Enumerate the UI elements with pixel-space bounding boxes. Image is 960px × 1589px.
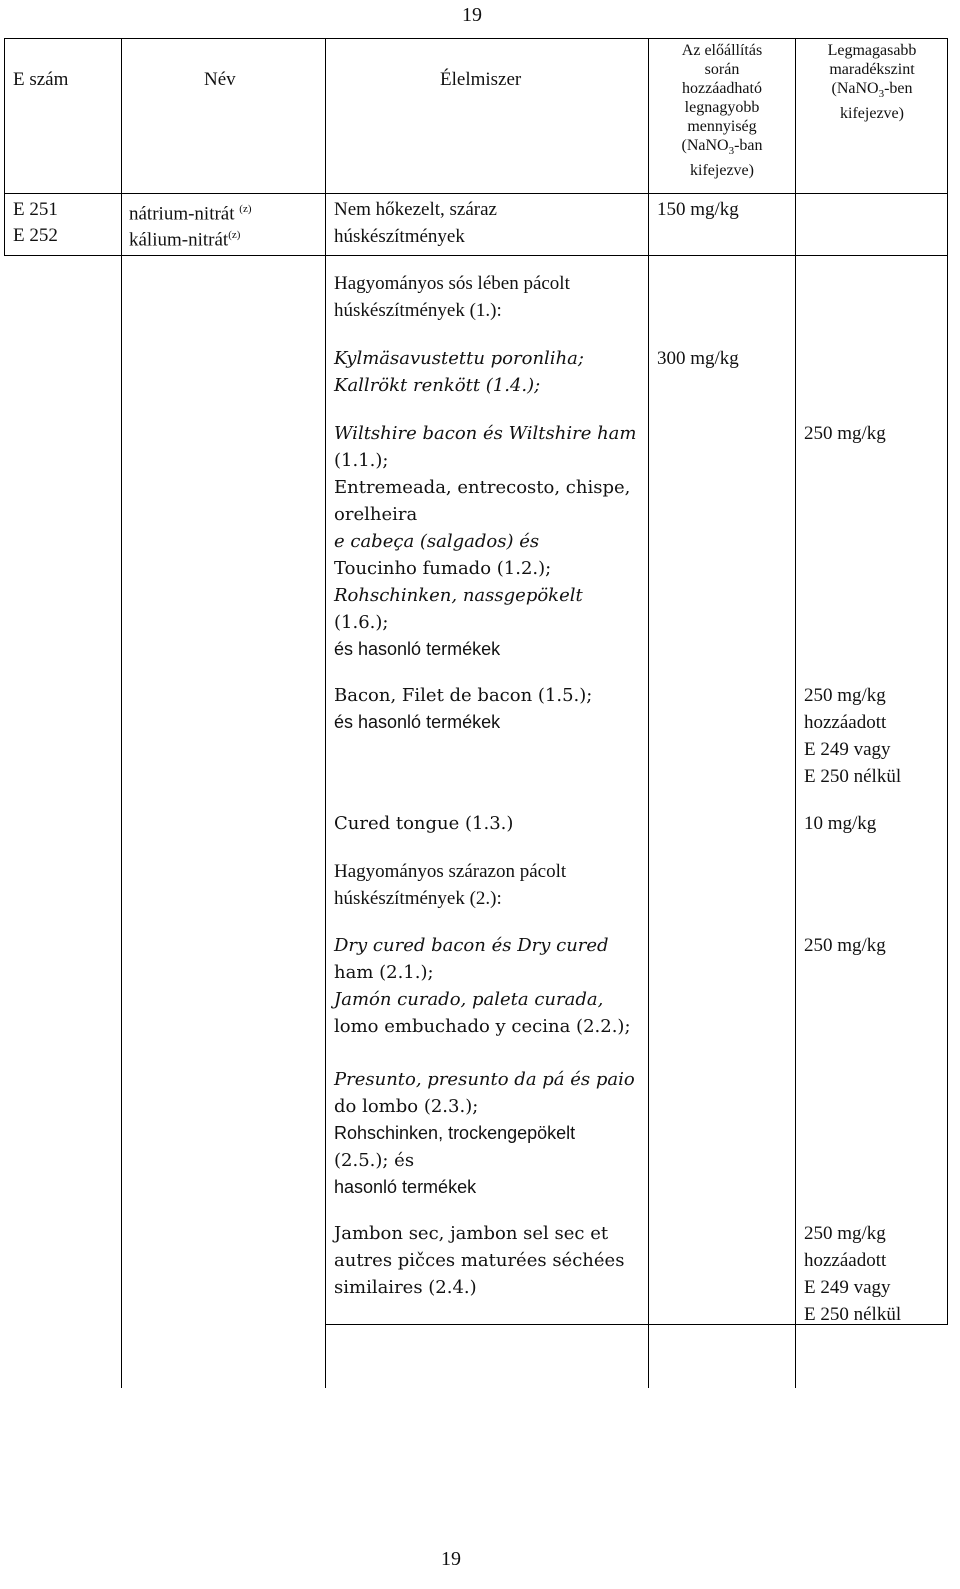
residual-10: 10 mg/kg xyxy=(804,813,877,834)
food-wiltshire: Wiltshire bacon és Wiltshire ham (1.1.); Entremeada, entrecosto, chispe, orelheira e cabeça (salgados) és Toucinho fumado (1.2.); Rohschinken, nassgepökelt (1.6.); és hasonló termékek xyxy=(334,423,637,659)
residual-250-a: 250 mg/kg xyxy=(804,423,886,444)
header-max-added: Az előállítás során hozzáadható legnagyobb mennyiség (NaNO$_3$-ban kifejezve) xyxy=(681,42,763,180)
food-traditional-brine: Hagyományos sós lében pácolt húskészítmények (1.): xyxy=(334,273,570,321)
food-non-heat-treated: Nem hőkezelt, száraz húskészítmények xyxy=(334,199,497,247)
food-jambon-sec: Jambon sec, jambon sel sec et autres pičces maturées séchées similaires (2.4.) xyxy=(334,1223,625,1298)
residual-250-b: 250 mg/kg xyxy=(804,935,886,956)
page-number-top: 19 xyxy=(462,4,482,26)
food-bacon-filet: Bacon, Filet de bacon (1.5.); és hasonló termékek xyxy=(334,685,593,732)
residual-250-no-additive-a: 250 mg/kg hozzáadott E 249 vagy E 250 nélkül xyxy=(804,685,902,787)
food-kylmasavustettu: Kylmäsavustettu poronliha; Kallrökt renkött (1.4.); xyxy=(334,348,584,396)
page-number-bottom: 19 xyxy=(441,1548,461,1570)
food-traditional-dry: Hagyományos szárazon pácolt húskészítmények (2.): xyxy=(334,861,567,909)
food-presunto: Presunto, presunto da pá és paio do lombo (2.3.); Rohschinken, trockengepökelt (2.5.); és hasonló termékek xyxy=(334,1069,635,1197)
header-max-residual: Legmagasabb maradékszint (NaNO$_3$-ben kifejezve) xyxy=(827,42,917,123)
added-150: 150 mg/kg xyxy=(657,199,739,220)
header-nev: Név xyxy=(204,69,236,90)
name-potassium-nitrate: kálium-nitrát$^{(z)}$ xyxy=(129,229,241,251)
food-dry-cured-bacon: Dry cured bacon és Dry cured ham (2.1.); Jamón curado, paleta curada, lomo embuchado y cecina (2.2.); xyxy=(334,935,631,1037)
name-sodium-nitrate: nátrium-nitrát $^{(z)}$ xyxy=(129,203,252,225)
e-code-252: E 252 xyxy=(13,225,58,246)
e-code-251: E 251 xyxy=(13,199,58,220)
residual-250-no-additive-b: 250 mg/kg hozzáadott E 249 vagy E 250 nélkül xyxy=(804,1223,902,1325)
header-e-szam: E szám xyxy=(13,69,69,90)
header-elelmiszer: Élelmiszer xyxy=(440,69,522,90)
added-300: 300 mg/kg xyxy=(657,348,739,369)
food-cured-tongue: Cured tongue (1.3.) xyxy=(334,813,514,834)
